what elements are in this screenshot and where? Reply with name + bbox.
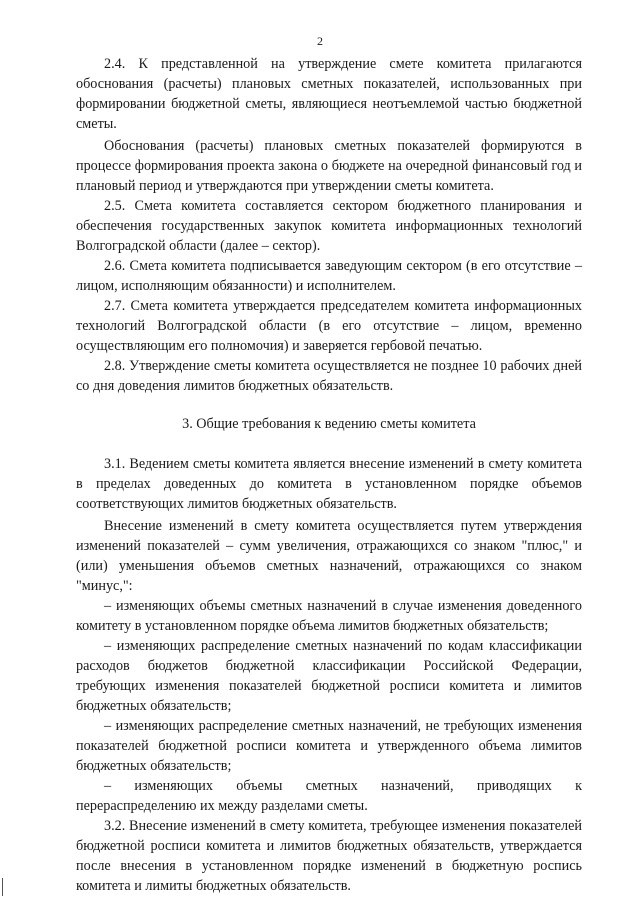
paragraph-2-4: 2.4. К представленной на утверждение смете комитета прилагаются обоснования (расчеты) плановых сметных показателей, использованных при формировании бюджетной сметы, являющиеся неотъемлемой частью бюджетной сметы. bbox=[76, 56, 582, 132]
paragraph-2-5: 2.5. Смета комитета составляется сектором бюджетного планирования и обеспечения государственных закупок комитета информационных технологий Волгоградской области (далее – сектор). bbox=[76, 198, 582, 254]
paragraph-changes-intro: Внесение изменений в смету комитета осуществляется путем утверждения изменений показателей – сумм увеличения, отражающихся со знаком "плюс," и (или) уменьшения объемов сметных назначений, отражающихся со знаком "минус,": bbox=[76, 518, 582, 594]
paragraph-3-1: 3.1. Ведением сметы комитета является внесение изменений в смету комитета в пределах доведенных до комитета в установленном порядке объемов соответствующих лимитов бюджетных обязательств. bbox=[76, 456, 582, 512]
paragraph-2-6: 2.6. Смета комитета подписывается заведующим сектором (в его отсутствие – лицом, исполняющим обязанности) и исполнителем. bbox=[76, 258, 582, 294]
document-body bbox=[76, 54, 582, 896]
scan-margin-mark bbox=[2, 878, 3, 896]
section-3-heading: 3. Общие требования к ведению сметы комитета bbox=[182, 416, 476, 432]
paragraph-3-2: 3.2. Внесение изменений в смету комитета, требующее изменения показателей бюджетной росписи комитета и лимитов бюджетных обязательств, утверждается после внесения в установленном порядке изменений в бюджетную роспись комитета и лимиты бюджетных обязательств. bbox=[76, 818, 582, 894]
paragraph-2-8: 2.8. Утверждение сметы комитета осуществляется не позднее 10 рабочих дней со дня доведения лимитов бюджетных обязательств. bbox=[76, 358, 582, 394]
page-number: 2 bbox=[317, 34, 323, 48]
list-item-redistribution: – изменяющих объемы сметных назначений, приводящих к перераспределению их между разделами сметы. bbox=[76, 778, 582, 814]
list-item-limits-change: – изменяющих объемы сметных назначений в случае изменения доведенного комитету в установленном порядке объема лимитов бюджетных обязательств; bbox=[76, 598, 582, 634]
list-item-classification-change: – изменяющих распределение сметных назначений по кодам классификации расходов бюджетов бюджетной классификации Российской Федерации, требующих изменения показателей бюджетной росписи комитета и лимитов бюджетных обязательств; bbox=[76, 638, 582, 714]
paragraph-2-7: 2.7. Смета комитета утверждается председателем комитета информационных технологий Волгоградской области (в его отсутствие – лицом, временно осуществляющим его полномочия) и заверяется гербовой печатью. bbox=[76, 298, 582, 354]
list-item-distribution-change: – изменяющих распределение сметных назначений, не требующих изменения показателей бюджетной росписи комитета и утвержденного объема лимитов бюджетных обязательств; bbox=[76, 718, 582, 774]
paragraph-justifications: Обоснования (расчеты) плановых сметных показателей формируются в процессе формирования проекта закона о бюджете на очередной финансовый год и плановый период и утверждаются при утверждении сметы комитета. bbox=[76, 138, 582, 194]
